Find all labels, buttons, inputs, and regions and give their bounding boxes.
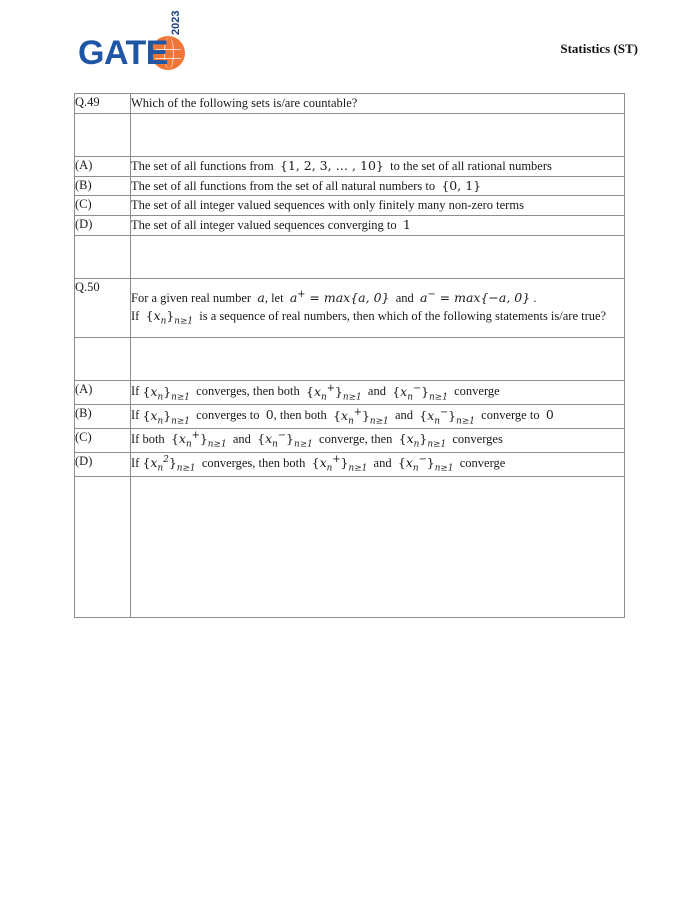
- option-text-a: If $\{x_n\}_{n\ge 1}$ converges, then both $\{x_n^+\}_{n\ge 1}$ and $\{x_n^-\}_{n\ge 1}$ converge: [131, 381, 625, 405]
- option-text-d: If $\{x_n^2\}_{n\ge 1}$ converges, then both $\{x_n^+\}_{n\ge 1}$ and $\{x_n^-\}_{n\ge 1}$ converge: [131, 453, 625, 477]
- option-label-d: (D): [75, 453, 131, 477]
- spacer-row: [75, 113, 625, 156]
- gate-logo-year: 2023: [170, 10, 182, 35]
- option-row[interactable]: [75, 156, 625, 176]
- option-text-b: If $\{x_n\}_{n\ge 1}$ converges to 0, then both $\{x_n^+\}_{n\ge 1}$ and $\{x_n^-\}_{n\ge 1}$ converge to 0: [131, 405, 625, 429]
- option-text-c: The set of all integer valued sequences with only finitely many non-zero terms: [131, 196, 625, 216]
- option-row[interactable]: [75, 216, 625, 236]
- tail-spacer-row: [75, 477, 625, 618]
- option-text-b: The set of all functions from the set of all natural numbers to {0, 1}: [131, 176, 625, 196]
- option-text-d: The set of all integer valued sequences converging to 1: [131, 216, 625, 236]
- option-label-b: (B): [75, 405, 131, 429]
- spacer-cell-body: [131, 235, 625, 278]
- option-label-b: (B): [75, 176, 131, 196]
- option-row[interactable]: [75, 429, 625, 453]
- spacer-row: [75, 338, 625, 381]
- spacer-cell-label: [75, 113, 131, 156]
- gate-logo: [78, 10, 208, 78]
- option-label-d: (D): [75, 216, 131, 236]
- question-row: [75, 94, 625, 114]
- page-header: [0, 0, 700, 88]
- option-text-a: The set of all functions from {1, 2, 3, … , 10} to the set of all rational numbers: [131, 156, 625, 176]
- option-row[interactable]: [75, 405, 625, 429]
- question-number: Q.50: [75, 278, 131, 338]
- option-label-a: (A): [75, 381, 131, 405]
- spacer-row: [75, 235, 625, 278]
- question-row: [75, 278, 625, 338]
- tail-cell-body: [131, 477, 625, 618]
- question-number: Q.49: [75, 94, 131, 114]
- gate-logo-text: GATE: [78, 34, 168, 72]
- spacer-cell-body: [131, 338, 625, 381]
- option-row[interactable]: [75, 453, 625, 477]
- tail-cell-label: [75, 477, 131, 618]
- option-label-c: (C): [75, 196, 131, 216]
- option-row[interactable]: [75, 196, 625, 216]
- option-label-a: (A): [75, 156, 131, 176]
- question-text: For a given real number a, let a+ = max{a, 0} and a− = max{−a, 0} . If $\{x_n\}_{n\ge 1}$ is a sequence of real numbers, then which of the following statements is/are true?: [131, 278, 625, 338]
- spacer-cell-label: [75, 235, 131, 278]
- spacer-cell-body: [131, 113, 625, 156]
- paper-title: Statistics (ST): [560, 41, 638, 56]
- option-row[interactable]: [75, 381, 625, 405]
- option-row[interactable]: [75, 176, 625, 196]
- option-label-c: (C): [75, 429, 131, 453]
- question-text: Which of the following sets is/are countable?: [131, 94, 625, 114]
- option-text-c: If both $\{x_n^+\}_{n\ge 1}$ and $\{x_n^-\}_{n\ge 1}$ converge, then $\{x_n\}_{n\ge 1}$ converges: [131, 429, 625, 453]
- spacer-cell-label: [75, 338, 131, 381]
- question-table: [74, 93, 625, 618]
